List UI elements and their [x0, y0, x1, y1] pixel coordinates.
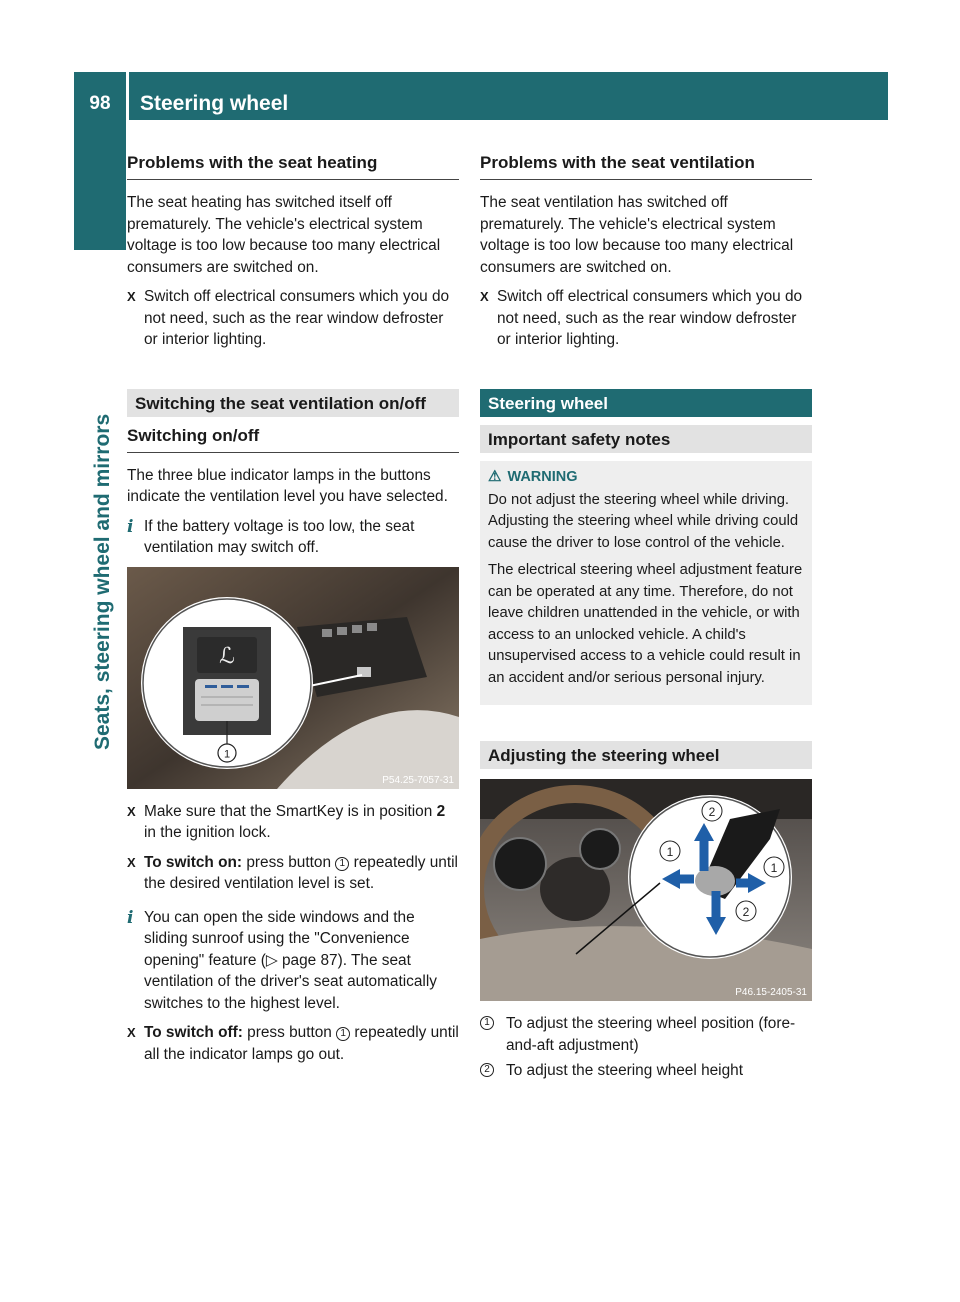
header-divider — [126, 72, 129, 120]
warning-triangle-icon: ⚠ — [488, 467, 502, 485]
warning-box — [480, 461, 812, 706]
seat-heating-heading: Problems with the seat heating — [127, 150, 459, 180]
warning-heading: ⚠ WARNING — [488, 467, 578, 485]
legend-item: 1 To adjust the steering wheel position (fore-and-aft adjustment) — [480, 1013, 812, 1056]
callout-1-right: 1 — [770, 861, 778, 875]
steering-adjust-illustration — [480, 779, 812, 1001]
ventilation-text: The three blue indicator lamps in the buttons indicate the ventilation level you have selected. — [127, 466, 448, 505]
info-icon: i — [127, 907, 134, 928]
callout-2-bottom: 2 — [742, 905, 750, 919]
callout-1-left: 1 — [666, 845, 674, 859]
right-column — [480, 150, 812, 1086]
photo-code: P46.15-2405-31 — [735, 987, 807, 998]
warning-text-1: Do not adjust the steering wheel while driving. Adjusting the steering wheel while driving could cause the driver to lose control of the vehicle. — [488, 491, 799, 551]
ventilation-info-2: i You can open the side windows and the sliding sunroof using the "Convenience opening" feature (▷ page 87). The seat ventilation of the driver's seat automatically switches to the highest level. — [127, 907, 437, 1012]
steering-wheel-photo — [480, 779, 812, 1001]
step-marker-icon: X — [127, 1025, 136, 1040]
callout-1: 1 — [223, 748, 231, 760]
page-title: Steering wheel — [140, 92, 289, 115]
ventilation-problems-heading: Problems with the seat ventilation — [480, 150, 812, 180]
switch-off-step: X To switch off: press button 1 repeatedly until all the indicator lamps go out. — [127, 1024, 459, 1063]
legend-item: 2 To adjust the steering wheel height — [480, 1060, 812, 1082]
step-marker-icon: X — [127, 289, 136, 304]
step-marker-icon: X — [127, 854, 136, 870]
ventilation-problems-text: The seat ventilation has switched off prematurely. The vehicle's electrical system voltage is too low because too many electrical consumers are switched on. — [480, 194, 794, 276]
smartkey-step: X Make sure that the SmartKey is in position 2 in the ignition lock. — [127, 802, 446, 841]
photo-code: P54.25-7057-31 — [382, 774, 454, 786]
callout-2-top: 2 — [708, 805, 716, 819]
ventilation-problems-step: X Switch off electrical consumers which you do not need, such as the rear window defroster or interior lighting. — [480, 288, 803, 348]
seat-button-illustration — [127, 567, 459, 789]
ventilation-info-1: i If the battery voltage is too low, the seat ventilation may switch off. — [127, 516, 415, 556]
seat-ventilation-photo — [127, 567, 459, 789]
warning-text-2: The electrical steering wheel adjustment feature can be operated at any time. Therefore, do not leave children unattended in the vehicle, or with access to an unlocked vehicle. A child's unsupervised access to a vehicle could result in an accident and/or serious personal injury. — [488, 562, 803, 686]
step-marker-icon: X — [127, 803, 136, 819]
switching-heading: Switching on/off — [127, 423, 459, 453]
seat-heating-step: X Switch off electrical consumers which you do not need, such as the rear window defroster or interior lighting. — [127, 288, 450, 348]
safety-notes-band: Important safety notes — [480, 425, 812, 453]
seat-heating-text: The seat heating has switched itself off prematurely. The vehicle's electrical system voltage is too low because too many electrical consumers are switched on. — [127, 194, 441, 276]
step-marker-icon: X — [480, 289, 489, 304]
info-icon: i — [127, 516, 134, 537]
svg-text:ℒ: ℒ — [219, 643, 235, 669]
left-column — [127, 150, 459, 1073]
adjusting-band: Adjusting the steering wheel — [480, 741, 812, 769]
side-tab — [74, 120, 126, 250]
steering-wheel-band: Steering wheel — [480, 389, 812, 417]
page-number: 98 — [89, 93, 111, 114]
switch-on-step: X To switch on: press button 1 repeatedly until the desired ventilation level is set. — [127, 853, 458, 892]
ventilation-band: Switching the seat ventilation on/off — [127, 389, 459, 417]
